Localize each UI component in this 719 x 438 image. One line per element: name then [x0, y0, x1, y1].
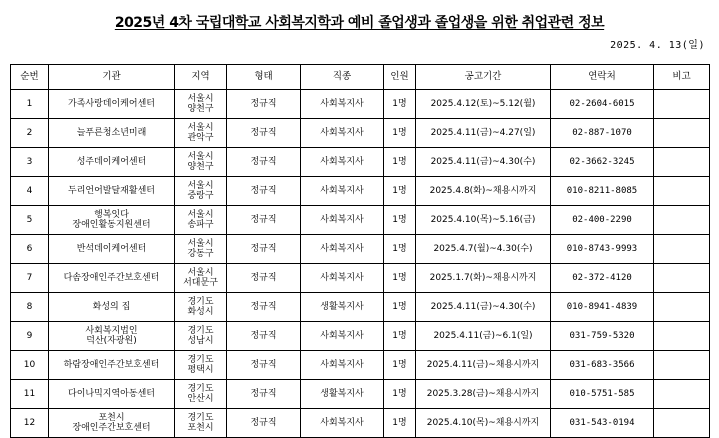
row-organization-text: 다이나믹지역아동센터: [68, 389, 155, 399]
row-job-type: [301, 351, 384, 380]
row-posting-period: [416, 206, 551, 235]
row-region-text: 서울시 중랑구: [187, 181, 214, 201]
row-headcount: [384, 235, 416, 264]
row-number-text: 2: [26, 128, 33, 138]
row-organization-text: 가족사랑데이케어센터: [68, 99, 155, 109]
row-organization-text: 다솜장애인주간보호센터: [63, 273, 160, 283]
row-contact-text: 010-8211-8085: [566, 186, 638, 196]
header-org: 기관: [49, 65, 175, 90]
row-region-text: 서울시 관악구: [187, 123, 214, 143]
row-organization: [49, 235, 175, 264]
row-note: [654, 177, 710, 206]
row-posting-period: [416, 264, 551, 293]
row-organization-text: 사회복지법인 덕산(자광원): [85, 326, 138, 346]
row-note: [654, 264, 710, 293]
row-posting-period-text: 2025.4.8(화)~채용시까지: [429, 186, 537, 196]
row-organization-text: 포천시 장애인주간보호센터: [72, 413, 151, 433]
row-posting-period: [416, 322, 551, 351]
row-organization-text: 하람장애인주간보호센터: [63, 360, 160, 370]
row-employment-type-text: 정규직: [250, 157, 277, 167]
row-number-text: 7: [26, 273, 33, 283]
row-region: [175, 380, 227, 409]
row-employment-type-text: 정규직: [250, 273, 277, 283]
row-posting-period-text: 2025.4.11(금)~4.27(일): [430, 128, 536, 138]
table-row: [11, 322, 710, 351]
row-region-text: 서울시 송파구: [187, 210, 214, 230]
row-posting-period: [416, 119, 551, 148]
row-employment-type-text: 정규직: [250, 418, 277, 428]
row-employment-type: [227, 206, 301, 235]
row-posting-period: [416, 351, 551, 380]
row-employment-type: [227, 235, 301, 264]
row-number: [11, 351, 49, 380]
row-note: [654, 206, 710, 235]
row-employment-type-text: 정규직: [250, 389, 277, 399]
table-row: [11, 206, 710, 235]
row-contact-text: 02-887-1070: [572, 128, 632, 138]
row-job-type: [301, 322, 384, 351]
row-posting-period-text: 2025.4.11(금)~6.1(일): [433, 331, 533, 341]
row-contact-text: 02-2604-6015: [569, 99, 635, 109]
row-employment-type: [227, 90, 301, 119]
row-posting-period-text: 2025.4.10(목)~5.16(금): [430, 215, 536, 225]
row-headcount: [384, 409, 416, 438]
row-headcount: [384, 177, 416, 206]
header-type: 형태: [227, 65, 301, 90]
header-note: 비고: [654, 65, 710, 90]
row-employment-type: [227, 148, 301, 177]
row-organization: [49, 177, 175, 206]
row-job-type: [301, 235, 384, 264]
row-employment-type-text: 정규직: [250, 302, 277, 312]
row-posting-period: [416, 293, 551, 322]
job-listing-table: [10, 64, 710, 438]
row-number: [11, 177, 49, 206]
row-posting-period-text: 2025.4.12(토)~5.12(월): [430, 99, 536, 109]
table-row: [11, 380, 710, 409]
row-headcount-text: 1명: [392, 389, 407, 399]
row-contact-text: 02-400-2290: [572, 215, 632, 225]
row-posting-period: [416, 380, 551, 409]
row-posting-period-text: 2025.4.11(금)~4.30(수): [430, 157, 536, 167]
row-job-type: [301, 293, 384, 322]
row-organization: [49, 90, 175, 119]
table-row: [11, 235, 710, 264]
row-number: [11, 409, 49, 438]
row-region-text: 서울시 양천구: [187, 152, 214, 172]
row-contact: [551, 409, 654, 438]
header-period: 공고기간: [416, 65, 551, 90]
row-job-type-text: 사회복지사: [320, 128, 364, 138]
row-region: [175, 148, 227, 177]
row-region: [175, 206, 227, 235]
row-headcount-text: 1명: [392, 302, 407, 312]
row-note: [654, 293, 710, 322]
header-contact: 연락처: [551, 65, 654, 90]
row-contact: [551, 264, 654, 293]
row-organization: [49, 293, 175, 322]
row-posting-period-text: 2025.4.11(금)~4.30(수): [430, 302, 536, 312]
row-number: [11, 119, 49, 148]
row-job-type-text: 사회복지사: [320, 331, 364, 341]
row-number: [11, 90, 49, 119]
row-note: [654, 322, 710, 351]
row-employment-type: [227, 264, 301, 293]
row-job-type: [301, 380, 384, 409]
row-region: [175, 235, 227, 264]
row-posting-period-text: 2025.4.10(목)~채용시까지: [426, 418, 540, 428]
row-contact-text: 031-543-0194: [569, 418, 635, 428]
row-contact: [551, 148, 654, 177]
row-headcount-text: 1명: [392, 331, 407, 341]
table-row: [11, 293, 710, 322]
row-posting-period: [416, 177, 551, 206]
row-organization: [49, 322, 175, 351]
row-posting-period-text: 2025.1.7(화)~채용시까지: [429, 273, 537, 283]
row-job-type: [301, 409, 384, 438]
row-organization: [49, 409, 175, 438]
row-note: [654, 148, 710, 177]
header-region: 지역: [175, 65, 227, 90]
row-employment-type-text: 정규직: [250, 128, 277, 138]
row-headcount: [384, 293, 416, 322]
row-contact: [551, 293, 654, 322]
row-job-type: [301, 90, 384, 119]
table-row: [11, 264, 710, 293]
table-row: [11, 351, 710, 380]
row-employment-type-text: 정규직: [250, 244, 277, 254]
row-region-text: 경기도 포천시: [187, 413, 214, 433]
row-organization-text: 행복잇다 장애인활동지원센터: [72, 210, 151, 230]
row-region-text: 경기도 안산시: [187, 384, 214, 404]
row-headcount: [384, 148, 416, 177]
row-posting-period-text: 2025.4.11(금)~채용시까지: [426, 360, 540, 370]
row-organization: [49, 148, 175, 177]
row-contact-text: 02-372-4120: [572, 273, 632, 283]
row-employment-type: [227, 351, 301, 380]
header-job: 직종: [301, 65, 384, 90]
row-region: [175, 409, 227, 438]
row-region: [175, 293, 227, 322]
row-job-type: [301, 264, 384, 293]
row-contact: [551, 90, 654, 119]
row-headcount-text: 1명: [392, 99, 407, 109]
row-posting-period: [416, 235, 551, 264]
row-organization-text: 반석데이케어센터: [76, 244, 147, 254]
row-posting-period: [416, 90, 551, 119]
row-region: [175, 264, 227, 293]
row-number-text: 3: [26, 157, 33, 167]
row-headcount: [384, 351, 416, 380]
row-number: [11, 235, 49, 264]
row-headcount-text: 1명: [392, 128, 407, 138]
row-job-type: [301, 206, 384, 235]
row-headcount-text: 1명: [392, 157, 407, 167]
row-job-type-text: 사회복지사: [320, 244, 364, 254]
row-number: [11, 322, 49, 351]
header-no: 순번: [11, 65, 49, 90]
row-note: [654, 90, 710, 119]
row-contact: [551, 380, 654, 409]
row-region: [175, 351, 227, 380]
row-job-type-text: 사회복지사: [320, 186, 364, 196]
row-contact-text: 031-683-3566: [569, 360, 635, 370]
row-number: [11, 380, 49, 409]
row-number-text: 6: [26, 244, 33, 254]
row-region-text: 경기도 성남시: [187, 326, 214, 346]
row-posting-period: [416, 148, 551, 177]
row-number: [11, 264, 49, 293]
row-job-type-text: 사회복지사: [320, 360, 364, 370]
row-contact-text: 02-3662-3245: [569, 157, 635, 167]
row-region-text: 경기도 평택시: [187, 355, 214, 375]
header-count: 인원: [384, 65, 416, 90]
row-note: [654, 380, 710, 409]
row-number-text: 5: [26, 215, 33, 225]
table-header-row: [11, 65, 710, 90]
row-number-text: 4: [26, 186, 33, 196]
row-number: [11, 293, 49, 322]
row-job-type-text: 사회복지사: [320, 273, 364, 283]
row-job-type: [301, 119, 384, 148]
row-employment-type-text: 정규직: [250, 186, 277, 196]
row-contact-text: 031-759-5320: [569, 331, 635, 341]
row-headcount: [384, 380, 416, 409]
row-organization: [49, 264, 175, 293]
row-headcount-text: 1명: [392, 215, 407, 225]
row-contact: [551, 351, 654, 380]
row-region: [175, 90, 227, 119]
row-contact: [551, 206, 654, 235]
row-employment-type: [227, 380, 301, 409]
document-date: 2025. 4. 13(일): [610, 40, 705, 51]
row-job-type-text: 사회복지사: [320, 99, 364, 109]
row-organization-text: 화성의 집: [92, 302, 131, 312]
row-posting-period-text: 2025.4.7(월)~4.30(수): [433, 244, 533, 254]
row-region-text: 서울시 서대문구: [183, 268, 218, 288]
row-number: [11, 206, 49, 235]
row-region-text: 서울시 강동구: [187, 239, 214, 259]
row-organization-text: 성주데이케어센터: [76, 157, 147, 167]
row-contact-text: 010-5751-585: [569, 389, 635, 399]
row-region-text: 서울시 양천구: [187, 94, 214, 114]
row-contact: [551, 119, 654, 148]
row-employment-type: [227, 177, 301, 206]
row-employment-type: [227, 409, 301, 438]
row-number-text: 9: [26, 331, 33, 341]
row-number-text: 11: [23, 389, 36, 399]
row-region-text: 경기도 화성시: [187, 297, 214, 317]
row-number-text: 12: [23, 418, 36, 428]
row-number-text: 8: [26, 302, 33, 312]
row-employment-type-text: 정규직: [250, 99, 277, 109]
row-job-type: [301, 148, 384, 177]
table-row: [11, 177, 710, 206]
row-note: [654, 235, 710, 264]
row-posting-period: [416, 409, 551, 438]
row-posting-period-text: 2025.3.28(금)~채용시까지: [426, 389, 540, 399]
row-contact: [551, 322, 654, 351]
row-employment-type: [227, 119, 301, 148]
row-organization: [49, 119, 175, 148]
row-note: [654, 409, 710, 438]
row-headcount-text: 1명: [392, 360, 407, 370]
row-job-type-text: 생활복지사: [320, 389, 364, 399]
row-headcount: [384, 90, 416, 119]
row-headcount-text: 1명: [392, 418, 407, 428]
table-row: [11, 148, 710, 177]
row-headcount-text: 1명: [392, 273, 407, 283]
row-employment-type-text: 정규직: [250, 331, 277, 341]
row-job-type-text: 사회복지사: [320, 157, 364, 167]
row-headcount: [384, 322, 416, 351]
row-contact-text: 010-8743-9993: [566, 244, 638, 254]
row-note: [654, 119, 710, 148]
row-headcount: [384, 119, 416, 148]
row-headcount-text: 1명: [392, 186, 407, 196]
row-headcount: [384, 264, 416, 293]
row-organization-text: 늘푸른청소년미래: [76, 128, 147, 138]
row-organization: [49, 380, 175, 409]
table-row: [11, 90, 710, 119]
row-organization-text: 두리언어발달재활센터: [68, 186, 155, 196]
row-employment-type-text: 정규직: [250, 360, 277, 370]
row-region: [175, 177, 227, 206]
row-job-type: [301, 177, 384, 206]
row-number-text: 1: [26, 99, 33, 109]
row-contact: [551, 235, 654, 264]
page-title: 2025년 4차 국립대학교 사회복지학과 예비 졸업생과 졸업생을 위한 취업관련 정보: [114, 15, 605, 31]
row-organization: [49, 351, 175, 380]
row-contact: [551, 177, 654, 206]
table-row: [11, 119, 710, 148]
row-region: [175, 119, 227, 148]
row-job-type-text: 생활복지사: [320, 302, 364, 312]
row-job-type-text: 사회복지사: [320, 215, 364, 225]
row-region: [175, 322, 227, 351]
row-headcount-text: 1명: [392, 244, 407, 254]
row-organization: [49, 206, 175, 235]
row-contact-text: 010-8941-4839: [566, 302, 638, 312]
row-headcount: [384, 206, 416, 235]
row-number: [11, 148, 49, 177]
row-employment-type: [227, 293, 301, 322]
row-employment-type: [227, 322, 301, 351]
row-employment-type-text: 정규직: [250, 215, 277, 225]
row-job-type-text: 사회복지사: [320, 418, 364, 428]
table-row: [11, 409, 710, 438]
row-number-text: 10: [23, 360, 36, 370]
row-note: [654, 351, 710, 380]
